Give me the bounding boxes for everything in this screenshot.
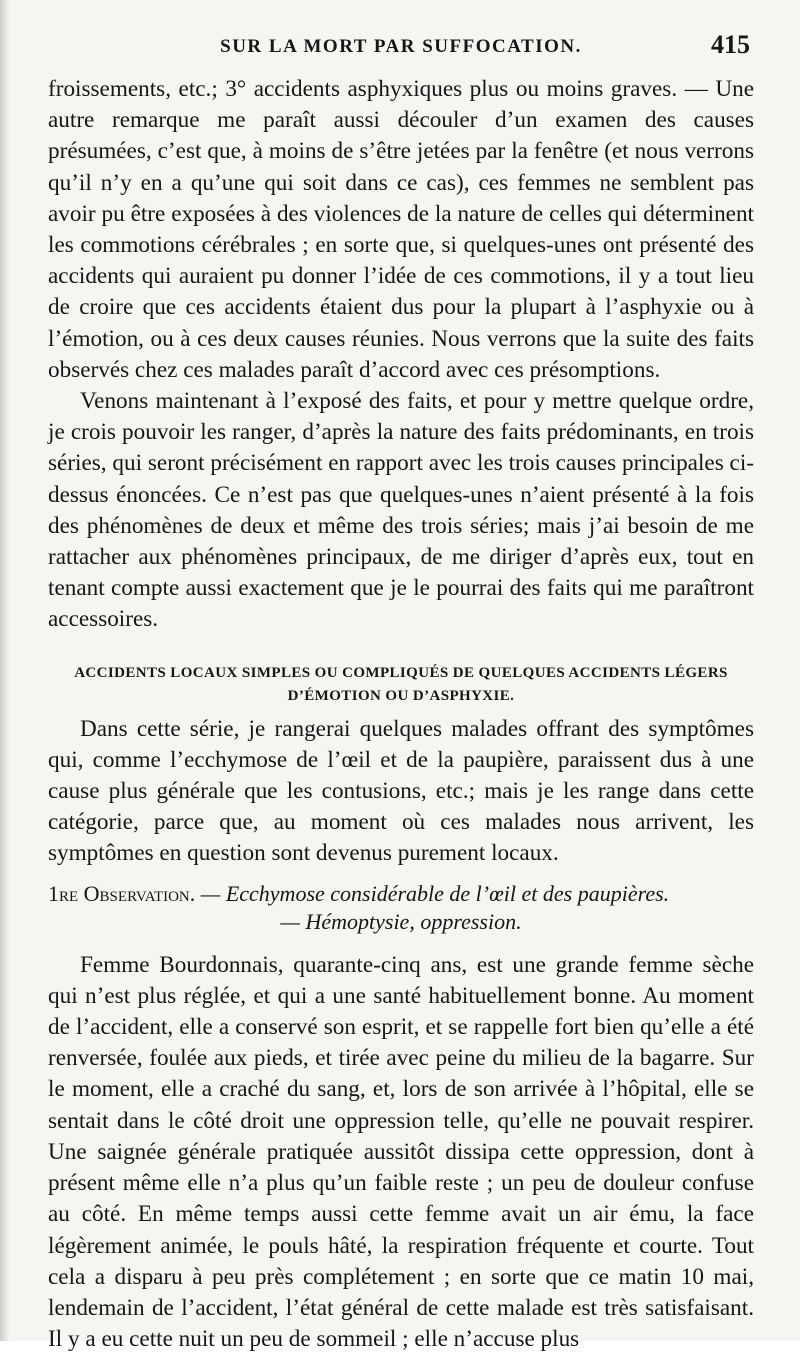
page-body (48, 74, 754, 1355)
observation-subtitle: — Hémoptysie, oppression. (280, 908, 522, 934)
section-heading: ACCIDENTS LOCAUX SIMPLES OU COMPLIQUÉS DE QUELQUES ACCIDENTS LÉGERS D’ÉMOTION OU D’ASPHYXIE. (74, 664, 728, 704)
observation-title: — Ecchymose considérable de l’œil et des paupières. (195, 880, 670, 906)
paragraph-continuation: froissements, etc.; 3° accidents asphyxiques plus ou moins graves. — Une autre remarque me paraît aussi découler d’un examen des causes présumées, c’est que, à moins de s’être jetées par la fenêtre (et nous verrons qu’il n’y en a qu’une qui soit dans ce cas), ces femmes ne semblent pas avoir pu être exposées à des violences de la nature de celles qui déterminent les commotions cérébrales ; en sorte que, si quelques-unes ont présenté des accidents qui auraient pu donner l’idée de ces commotions, il y a tout lieu de croire que ces accidents étaient dus pour la plupart à l’asphyxie ou à l’émotion, ou à ces deux causes réunies. Nous verrons que la suite des faits observés chez ces malades paraît d’accord avec ces présomptions. (48, 76, 754, 383)
paragraph-series-description: Dans cette série, je rangerai quelques malades offrant des symptômes qui, comme l’ecchymose de l’œil et de la paupière, paraissent dus à une cause plus générale que les contusions, etc.; mais je les range dans cette catégorie, parce que, au moment où ces malades nous arrivent, les symptômes en question sont devenus purement locaux. (48, 715, 754, 867)
page-number: 415 (711, 30, 750, 59)
running-head (48, 30, 754, 74)
observation-label: 1re Observation. (48, 880, 196, 906)
running-title: SUR LA MORT PAR SUFFOCATION. (220, 36, 582, 57)
paragraph-case-report: Femme Bourdonnais, quarante-cinq ans, est une grande femme sèche qui n’est plus réglée, et qui a une santé habituellement bonne. Au moment de l’accident, elle a conservé son esprit, et se rappelle fort bien qu’elle a été renversée, foulée aux pieds, et tirée avec peine du milieu de la bagarre. Sur le moment, elle a craché du sang, et, lors de son arrivée à l’hôpital, elle se sentait dans le côté droit une oppression telle, qu’elle ne pouvait respirer. Une saignée générale pratiquée aussitôt dissipa cette oppression, dont à présent même elle n’a plus qu’un faible reste ; un peu de douleur confuse au côté. En même temps aussi cette femme avait un air ému, la face légèrement animée, le pouls hâté, la respiration fréquente et courte. Tout cela a disparu à peu près complétement ; en sorte que ce matin 10 mai, lendemain de l’accident, l’état général de cette malade est très satisfaisant. Il y a eu cette nuit un peu de sommeil ; elle n’accuse plus (48, 951, 754, 1353)
observation-heading (48, 880, 754, 936)
paragraph-series-intro: Venons maintenant à l’exposé des faits, et pour y mettre quelque ordre, je crois pouvoir les ranger, d’après la nature des faits prédominants, en trois séries, qui seront précisément en rapport avec les trois causes principales ci-dessus énoncées. Ce n’est pas que quelques-unes n’aient présenté à la fois des phénomènes de deux et même des trois séries; mais j’ai besoin de me rattacher aux phénomènes principaux, de me diriger d’après eux, tout en tenant compte aussi exactement que je le pourrai des faits qui me paraîtront accessoires. (48, 388, 754, 633)
